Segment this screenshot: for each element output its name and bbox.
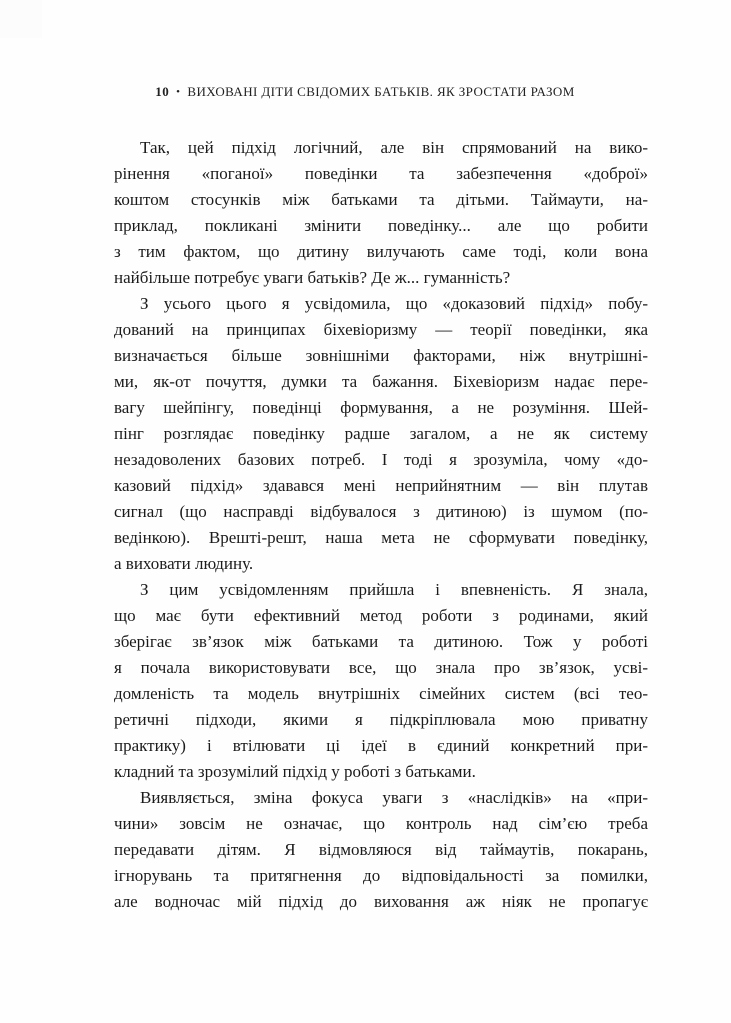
text-line: рінення «поганої» поведінки та забезпечення «доброї» (114, 164, 648, 183)
text-line: пінг розглядає поведінку радше загалом, а не як систему (114, 424, 648, 443)
text-line: найбільше потребує уваги батьків? Де ж... гуманність? (114, 268, 511, 287)
text-line: З усього цього я усвідомила, що «доказовий підхід» побу- (140, 294, 648, 313)
page-number: 10 (155, 84, 170, 99)
text-line: кладний та зрозумілий підхід у роботі з батьками. (114, 762, 476, 781)
text-line: вагу шейпінгу, поведінці формування, а не розуміння. Шей- (114, 398, 648, 417)
text-line: ігнорувань та притягнення до відповідальності за помилки, (114, 866, 648, 885)
running-header (98, 84, 632, 100)
text-line: але водночас мій підхід до виховання аж ніяк не пропагує (114, 892, 648, 911)
text-line: ретичні підходи, якими я підкріплювала мою приватну (114, 710, 648, 729)
text-line: казовий підхід» здавався мені неприйнятним — він плутав (114, 476, 648, 495)
text-line: з тим фактом, що дитину вилучають саме тоді, коли вона (114, 242, 648, 261)
text-line: що має бути ефективний метод роботи з родинами, який (114, 606, 648, 625)
text-line: ми, як-от почуття, думки та бажання. Біхевіоризм надає пере- (114, 372, 648, 391)
scan-edge-artifact (0, 0, 42, 38)
text-line: зберігає зв’язок між батьками та дитиною. Тож у роботі (114, 632, 648, 651)
text-line: а виховати людину. (114, 554, 254, 573)
text-line: передавати дітям. Я відмовляюся від таймаутів, покарань, (114, 840, 648, 859)
page-body (114, 135, 648, 915)
text-line: незадоволених базових потреб. І тоді я зрозуміла, чому «до- (114, 450, 648, 469)
text-line: практику) і втілювати ці ідеї в єдиний конкретний при- (114, 736, 648, 755)
header-bullet-separator: • (176, 86, 181, 98)
text-line: сигнал (що насправді відбувалося з дитиною) із шумом (по- (114, 502, 648, 521)
text-line: домленість та модель внутрішніх сімейних систем (всі тео- (114, 684, 648, 703)
text-line: ведінкою). Врешті-решт, наша мета не сформувати поведінку, (114, 528, 648, 547)
text-line: приклад, покликані змінити поведінку... але що робити (114, 216, 648, 235)
text-line: Так, цей підхід логічний, але він спрямований на вико- (140, 138, 648, 157)
text-line: коштом стосунків між батьками та дітьми. Таймаути, на- (114, 190, 648, 209)
running-title: ВИХОВАНІ ДІТИ СВІДОМИХ БАТЬКІВ. ЯК ЗРОСТАТИ РАЗОМ (187, 84, 575, 99)
text-line: чини» зовсім не означає, що контроль над сім’єю треба (114, 814, 648, 833)
text-line: З цим усвідомленням прийшла і впевненість. Я знала, (140, 580, 648, 599)
text-line: я почала використовувати все, що знала про зв’язок, усві- (114, 658, 648, 677)
text-line: Виявляється, зміна фокуса уваги з «наслідків» на «при- (140, 788, 648, 807)
text-line: визначається більше зовнішніми факторами, ніж внутрішні- (114, 346, 648, 365)
text-line: дований на принципах біхевіоризму — теорії поведінки, яка (114, 320, 648, 339)
